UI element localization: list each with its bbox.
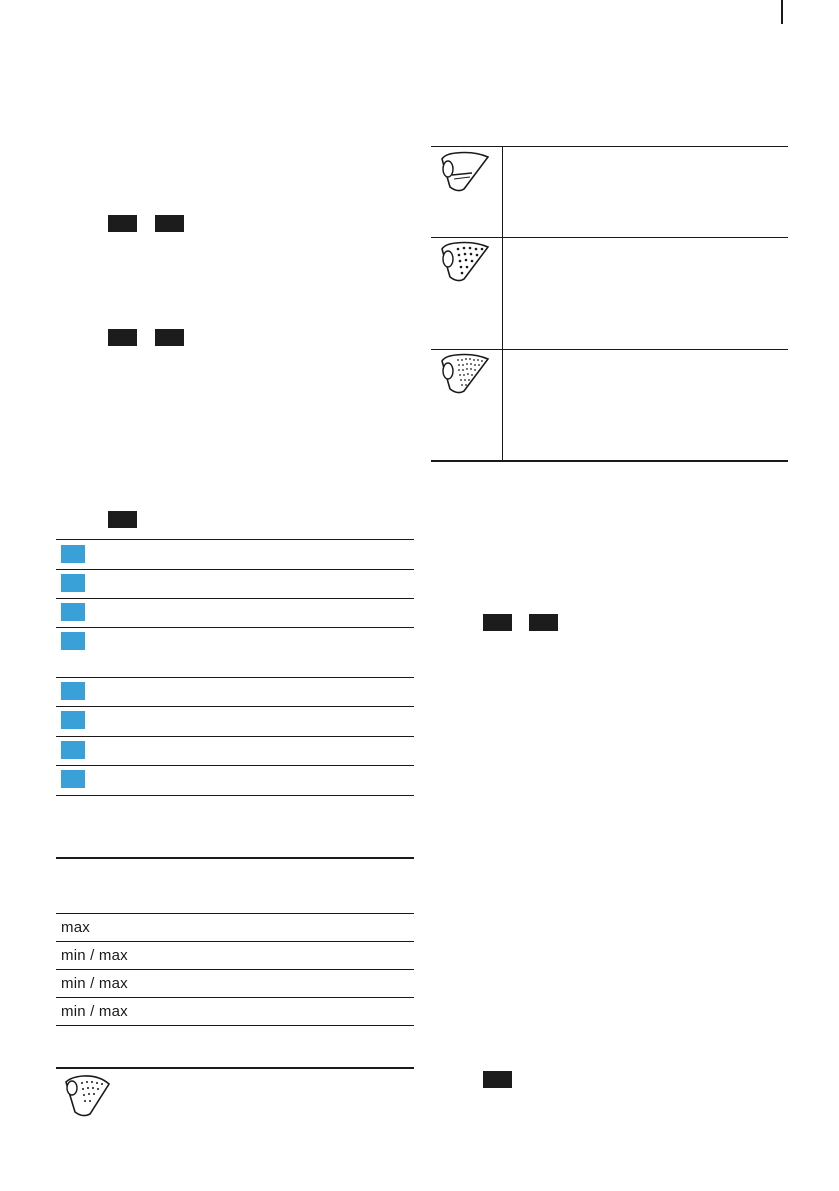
rasping-drum-icon bbox=[63, 1074, 115, 1118]
table-rule bbox=[56, 1067, 414, 1069]
part-marker-5 bbox=[61, 682, 85, 700]
slicing-drum-icon bbox=[440, 153, 492, 193]
table-column-divider bbox=[502, 237, 503, 350]
grating-drum-coarse-icon bbox=[440, 243, 492, 283]
table-rule bbox=[56, 706, 414, 707]
table-rule bbox=[56, 795, 414, 796]
table-rule bbox=[56, 677, 414, 678]
part-marker-6 bbox=[61, 711, 85, 729]
control-key-1 bbox=[108, 215, 137, 232]
control-key-2 bbox=[155, 215, 184, 232]
table-column-divider bbox=[502, 349, 503, 462]
table-rule bbox=[431, 146, 788, 147]
speed-label-2: min / max bbox=[61, 947, 128, 964]
speed-label-4: min / max bbox=[61, 1003, 128, 1020]
table-rule bbox=[56, 765, 414, 766]
speed-label-3: min / max bbox=[61, 975, 128, 992]
part-marker-2 bbox=[61, 574, 85, 592]
table-rule bbox=[56, 598, 414, 599]
table-rule bbox=[431, 349, 788, 350]
table-rule bbox=[431, 460, 788, 462]
table-rule bbox=[431, 237, 788, 238]
control-key-4 bbox=[155, 329, 184, 346]
table-rule bbox=[56, 569, 414, 570]
table-rule bbox=[56, 857, 414, 859]
table-rule bbox=[56, 913, 414, 914]
control-key-6 bbox=[483, 614, 512, 631]
table-rule bbox=[56, 736, 414, 737]
control-key-7 bbox=[529, 614, 558, 631]
control-key-5 bbox=[108, 511, 137, 528]
control-key-8 bbox=[483, 1071, 512, 1088]
speed-label-1: max bbox=[61, 919, 90, 936]
table-rule bbox=[56, 969, 414, 970]
table-rule bbox=[56, 997, 414, 998]
part-marker-8 bbox=[61, 770, 85, 788]
table-rule bbox=[56, 1025, 414, 1026]
part-marker-7 bbox=[61, 741, 85, 759]
table-rule bbox=[56, 941, 414, 942]
part-marker-1 bbox=[61, 545, 85, 563]
control-key-3 bbox=[108, 329, 137, 346]
table-rule bbox=[56, 627, 414, 628]
page-corner-mark bbox=[781, 0, 783, 24]
part-marker-3 bbox=[61, 603, 85, 621]
grating-drum-fine-icon bbox=[440, 355, 492, 395]
part-marker-4 bbox=[61, 632, 85, 650]
table-column-divider bbox=[502, 146, 503, 238]
table-rule bbox=[56, 539, 414, 540]
